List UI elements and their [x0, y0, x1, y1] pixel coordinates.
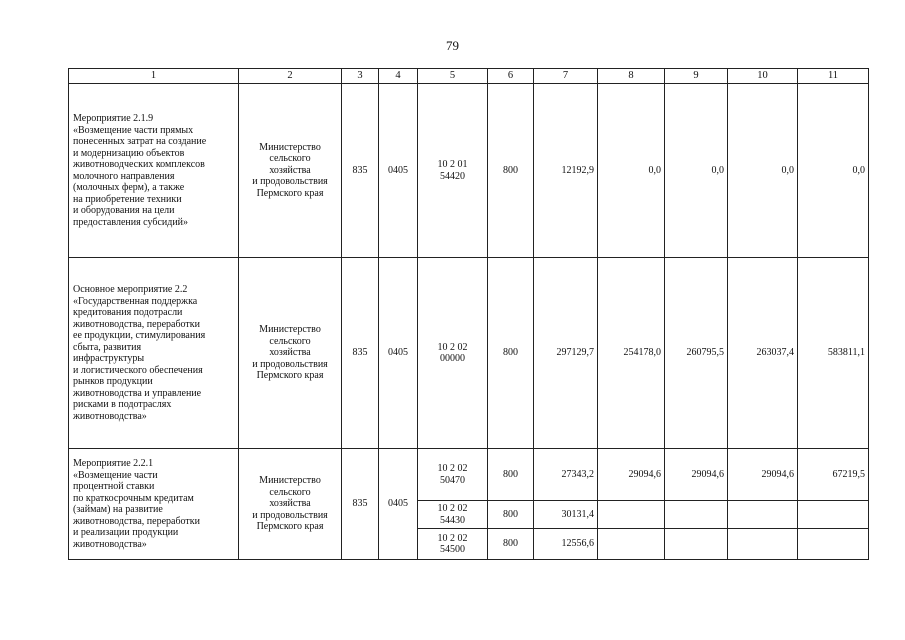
activity-name-line: на приобретение техники	[73, 193, 182, 205]
header-cell: 6	[488, 69, 534, 84]
header-cell: 10	[728, 69, 798, 84]
budget-table	[68, 68, 869, 560]
table-row	[69, 84, 869, 258]
target-code-cell	[418, 529, 488, 560]
target-code-line: 10 2 02	[437, 503, 468, 514]
amount-cell-8: 29094,6	[598, 449, 665, 501]
empty-cell	[598, 501, 665, 529]
activity-name-line: понесенных затрат на создание	[73, 136, 207, 147]
amount-cell-7: 30131,4	[534, 501, 598, 529]
header-cell: 11	[798, 69, 869, 84]
target-code-line: 00000	[440, 353, 465, 364]
table-row	[69, 258, 869, 449]
activity-name-cell	[69, 449, 239, 560]
empty-cell	[665, 529, 728, 560]
section-code-cell: 0405	[379, 84, 418, 258]
target-code-line: 10 2 02	[437, 532, 468, 544]
amount-cell-7: 12556,6	[534, 529, 598, 560]
target-code-line: 54420	[440, 170, 465, 182]
target-code-cell	[418, 258, 488, 449]
expense-type-cell: 800	[488, 258, 534, 449]
ministry-line: сельского	[269, 486, 311, 498]
activity-name-line: (молочных ферм), а также	[73, 182, 185, 193]
activity-name-line: и модернизацию объектов	[73, 147, 185, 159]
ministry-line: Министерство	[259, 324, 321, 336]
activity-name-line: рынков продукции	[73, 376, 153, 387]
grbs-code-cell: 835	[342, 84, 379, 258]
amount-cell-10: 263037,4	[728, 258, 798, 449]
amount-cell-9: 0,0	[665, 84, 728, 258]
activity-name-line: Мероприятие 2.1.9	[73, 113, 154, 124]
ministry-line: Пермского края	[256, 521, 324, 533]
section-code-cell: 0405	[379, 258, 418, 449]
ministry-line: и продовольствия	[252, 509, 328, 521]
ministry-line: хозяйства	[269, 164, 311, 176]
empty-cell	[728, 529, 798, 560]
activity-name-line: Основное мероприятие 2.2	[73, 284, 188, 295]
activity-name-line: по краткосрочным кредитам	[73, 492, 194, 504]
amount-cell-8: 254178,0	[598, 258, 665, 449]
header-cell: 7	[534, 69, 598, 84]
ministry-cell	[239, 84, 342, 258]
ministry-line: хозяйства	[269, 498, 311, 510]
grbs-code-cell: 835	[342, 258, 379, 449]
target-code-line: 50470	[440, 474, 465, 486]
target-code-cell	[418, 501, 488, 529]
target-code-cell	[418, 449, 488, 501]
activity-name-line: предоставления субсидий»	[73, 216, 189, 228]
amount-cell-7: 297129,7	[534, 258, 598, 449]
activity-name-line: животноводства»	[73, 538, 147, 550]
activity-name-line: «Государственная поддержка	[73, 295, 198, 307]
ministry-line: Пермского края	[256, 187, 324, 199]
ministry-line: сельского	[269, 335, 311, 347]
empty-cell	[665, 501, 728, 529]
table-row	[69, 449, 869, 501]
activity-name-line: молочного направления	[73, 170, 175, 182]
target-code-line: 10 2 01	[437, 159, 468, 170]
activity-name-line: животноводства, переработки	[73, 318, 200, 330]
ministry-line: сельского	[269, 153, 311, 165]
activity-name-line: Мероприятие 2.2.1	[73, 458, 154, 469]
header-cell: 9	[665, 69, 728, 84]
activity-name-line: процентной ставки	[73, 481, 155, 492]
expense-type-cell: 800	[488, 84, 534, 258]
activity-name-line: животноводства»	[73, 410, 147, 422]
header-cell: 1	[69, 69, 239, 84]
ministry-cell	[239, 258, 342, 449]
amount-cell-11: 0,0	[798, 84, 869, 258]
empty-cell	[598, 529, 665, 560]
empty-cell	[728, 501, 798, 529]
target-code-cell	[418, 84, 488, 258]
empty-cell	[798, 501, 869, 529]
activity-name-line: инфраструктуры	[73, 353, 145, 364]
activity-name-line: рисками в подотраслях	[73, 399, 172, 410]
expense-type-cell: 800	[488, 449, 534, 501]
amount-cell-9: 260795,5	[665, 258, 728, 449]
activity-name-line: животноводства и управление	[73, 387, 202, 399]
amount-cell-11: 583811,1	[798, 258, 869, 449]
ministry-line: Пермского края	[256, 370, 324, 382]
ministry-line: и продовольствия	[252, 176, 328, 188]
amount-cell-9: 29094,6	[665, 449, 728, 501]
amount-cell-7: 12192,9	[534, 84, 598, 258]
section-code-cell: 0405	[379, 449, 418, 560]
amount-cell-10: 0,0	[728, 84, 798, 258]
header-cell: 2	[239, 69, 342, 84]
ministry-line: хозяйства	[269, 347, 311, 359]
activity-name-line: ее продукции, стимулирования	[73, 330, 206, 341]
activity-name-cell	[69, 84, 239, 258]
target-code-line: 10 2 02	[437, 463, 468, 474]
target-code-line: 10 2 02	[437, 341, 468, 353]
activity-name-line: животноводческих комплексов	[73, 159, 205, 170]
activity-name-line: и логистического обеспечения	[73, 364, 203, 376]
target-code-line: 54430	[440, 514, 465, 526]
header-row	[69, 69, 869, 84]
header-cell: 5	[418, 69, 488, 84]
amount-cell-11: 67219,5	[798, 449, 869, 501]
amount-cell-8: 0,0	[598, 84, 665, 258]
page-number: 79	[446, 38, 459, 53]
header-cell: 4	[379, 69, 418, 84]
grbs-code-cell: 835	[342, 449, 379, 560]
activity-name-line: «Возмещение части	[73, 469, 158, 481]
amount-cell-7: 27343,2	[534, 449, 598, 501]
activity-name-cell	[69, 258, 239, 449]
header-cell: 3	[342, 69, 379, 84]
activity-name-line: кредитования подотрасли	[73, 307, 183, 318]
activity-name-line: (займам) на развитие	[73, 504, 163, 515]
ministry-line: и продовольствия	[252, 358, 328, 370]
header-cell: 8	[598, 69, 665, 84]
empty-cell	[798, 529, 869, 560]
activity-name-line: сбыта, развития	[73, 341, 142, 353]
amount-cell-10: 29094,6	[728, 449, 798, 501]
activity-name-line: и оборудования на цели	[73, 205, 175, 216]
ministry-cell	[239, 449, 342, 560]
ministry-line: Министерство	[259, 475, 321, 487]
target-code-line: 54500	[440, 544, 465, 555]
activity-name-line: и реализации продукции	[73, 527, 179, 538]
activity-name-line: «Возмещение части прямых	[73, 124, 194, 136]
expense-type-cell: 800	[488, 501, 534, 529]
expense-type-cell: 800	[488, 529, 534, 560]
activity-name-line: животноводства, переработки	[73, 515, 200, 527]
ministry-line: Министерство	[259, 141, 321, 153]
